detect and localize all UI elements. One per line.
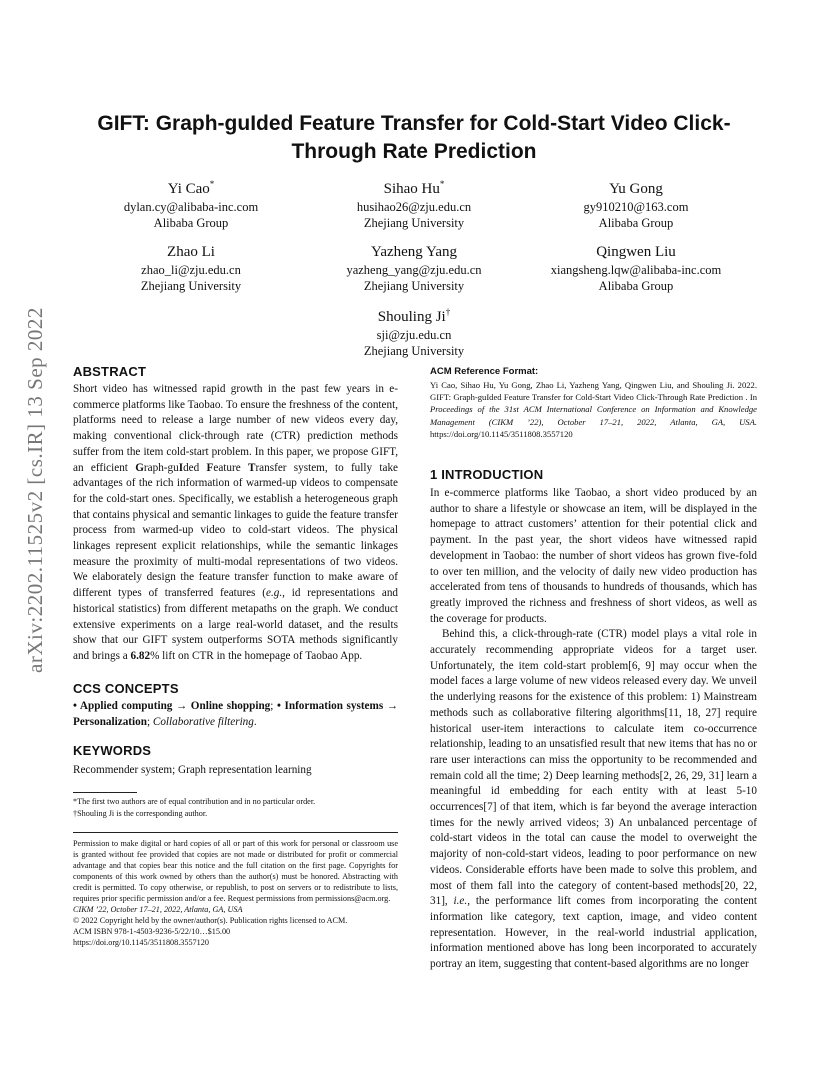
author-mark: † <box>445 307 451 317</box>
author-email[interactable]: xiangsheng.lqw@alibaba-inc.com <box>550 263 722 277</box>
author-email[interactable]: husihao26@zju.edu.cn <box>356 200 472 214</box>
permission-text: Permission to make digital or hard copies of all or part of this work for personal or classroom use is granted without fee provided that copies are not made or distributed for profit or commercial advantage and that copies bear this notice and the full citation on the first page. Copyrights for components of this work owned by others than the author(s) must be honored. Abstracting with credit is permitted. To copy otherwise, or republish, to post on servers or to redistribute to lists, requires prior specific permission and/or a fee. Request permissions from permissions@acm.org. <box>73 839 398 903</box>
intro-paragraph-2: Behind this, a click-through-rate (CTR) model plays a vital role in accurately recommending appropriate videos for a target user. Unfortunately, the item cold-start problem[6, 9] may occur when the model faces a large volume of new videos released every day. We unveil the underlying reasons for the existence of this problem: 1) Mainstream methods such as collaborative filtering algorithms[11, 18, 27] require historical user-item interactions to calculate item co-occurrence relationship, leading to an unsatisfied result that new items that has no or rare user interactions can miss the opportunity to be recommended and remain cold all the time; 2) Deep learning methods[2, 26, 29, 31] learn a meaningful id embedding for each entity with at least 5-10 occurrences[7] of that item, which is far beyond the average interaction times for the newly arrived videos; 3) An unbalanced percentage of cold-start videos in the total can cause the model to overweight the majority of non-cold-start videos, leading to poor performance on new videos. Considerable efforts have been made to solve this problem, and most of them fall into the category of content-based methods[20, 22, 31], i.e., the performance lift comes from incorporating the content information like category, text caption, image, and video content representation. However, in the real-world industrial application, information mentioned above has long been incorporated to accurately portray an item, suggesting that content-based algorithms are no longer <box>430 628 757 971</box>
author-block <box>304 302 524 359</box>
author-name: Yu Gong <box>609 181 663 197</box>
footnote-rule <box>73 792 137 793</box>
ccs-heading: CCS CONCEPTS <box>73 681 179 696</box>
author-name: Shouling Ji <box>377 309 446 325</box>
footnote-corresponding: †Shouling Ji is the corresponding author. <box>73 809 208 818</box>
author-email[interactable]: yazheng_yang@zju.edu.cn <box>346 263 482 277</box>
footnote-equal-contribution: *The first two authors are of equal contribution and in no particular order. <box>73 797 316 806</box>
keywords-heading: KEYWORDS <box>73 743 152 758</box>
author-email[interactable]: sji@zju.edu.cn <box>376 328 452 342</box>
abstract-body: Short video has witnessed rapid growth in the past few years in e-commerce platforms like Taobao. To ensure the freshness of the content, platforms need to release a large number of new videos every day, making conventional click-through rate (CTR) prediction methods suffer from the item cold-start problem. In this paper, we propose GIFT, an efficient Graph-guIded Feature Transfer system, to fully take advantages of the rich information of warmed-up videos to compensate for the cold-start ones. Specifically, we establish a heterogeneous graph that contains physical and semantic linkages to guide the feature transfer process from warmed-up video to cold-start videos. The physical linkages represent explicit relationships, while the semantic linkages measure the proximity of multi-modal representations of two videos. We elaborately design the feature transfer function to make aware of different types of transferred features (e.g., id representations and historical statistics) from different metapaths on the graph. We conduct extensive experiments on a large real-world dataset, and the results show that our GIFT system outperforms SOTA methods significantly and brings a 6.82% lift on CTR in the homepage of Taobao App. <box>73 383 399 662</box>
copyright-line: © 2022 Copyright held by the owner/author(s). Publication rights licensed to ACM. <box>73 916 348 925</box>
arxiv-stamp: arXiv:2202.11525v2 [cs.IR] 13 Sep 2022 <box>23 307 47 673</box>
intro-body <box>430 486 757 973</box>
author-name: Yazheng Yang <box>371 244 457 260</box>
author-block <box>304 237 524 294</box>
author-affiliation: Zhejiang University <box>363 344 465 358</box>
paper-title: GIFT: Graph-guIded Feature Transfer for Cold-Start Video Click-Through Rate Prediction <box>97 112 731 163</box>
isbn-line: ACM ISBN 978-1-4503-9236-5/22/10…$15.00 <box>73 927 231 936</box>
author-email[interactable]: gy910210@163.com <box>583 200 689 214</box>
author-block <box>81 174 301 231</box>
doi-link[interactable]: https://doi.org/10.1145/3511808.3557120 <box>73 938 209 947</box>
author-affiliation: Alibaba Group <box>153 216 229 230</box>
intro-heading: 1 INTRODUCTION <box>430 467 544 482</box>
author-name: Zhao Li <box>167 244 215 260</box>
intro-paragraph-1: In e-commerce platforms like Taobao, a short video produced by an author to share a lifestyle or showcase an item, will be displayed in the homepage to attract customers’ attention for their potential click and payment. In the past year, the short videos have witnessed rapid development in Taobao: the number of short videos has grown five-fold to over ten million, and the velocity of daily new video production has accelerated from tens of thousands to hundreds of thousands, which has greatly improved the richness and freshness of short videos, as well as the coverage for products. <box>430 487 757 625</box>
author-affiliation: Zhejiang University <box>140 279 242 293</box>
author-mark: * <box>439 179 445 189</box>
ccs-body: • Applied computing → Online shopping; • Information systems → Personalization; Collaborative filtering. <box>73 700 398 728</box>
abstract-heading: ABSTRACT <box>73 364 147 379</box>
keywords-body: Recommender system; Graph representation learning <box>73 764 312 776</box>
author-mark: * <box>209 179 215 189</box>
author-block <box>81 237 301 294</box>
author-email[interactable]: dylan.cy@alibaba-inc.com <box>123 200 259 214</box>
author-affiliation: Alibaba Group <box>598 279 674 293</box>
author-block <box>304 174 524 231</box>
acm-ref-body: Yi Cao, Sihao Hu, Yu Gong, Zhao Li, Yazheng Yang, Qingwen Liu, and Shouling Ji. 2022. GIFT: Graph-guIded Feature Transfer for Cold-Start Video Click-Through Rate Prediction . In Proceedings of the 31st ACM International Conference on Information and Knowledge Management (CIKM ’22), October 17–21, 2022, Atlanta, GA, USA. https://doi.org/10.1145/3511808.3557120 <box>430 380 757 439</box>
author-email[interactable]: zhao_li@zju.edu.cn <box>141 263 241 277</box>
author-block <box>526 174 746 231</box>
permission-rule <box>73 832 398 833</box>
author-name: Sihao Hu <box>383 181 440 197</box>
acm-ref-heading: ACM Reference Format: <box>430 366 539 377</box>
permission-block <box>73 838 398 948</box>
author-block <box>526 237 746 294</box>
author-affiliation: Zhejiang University <box>363 279 465 293</box>
author-affiliation: Alibaba Group <box>598 216 674 230</box>
author-name: Yi Cao <box>167 181 210 197</box>
author-affiliation: Zhejiang University <box>363 216 465 230</box>
conference-line: CIKM ’22, October 17–21, 2022, Atlanta, GA, USA <box>73 905 243 914</box>
author-name: Qingwen Liu <box>596 244 676 260</box>
